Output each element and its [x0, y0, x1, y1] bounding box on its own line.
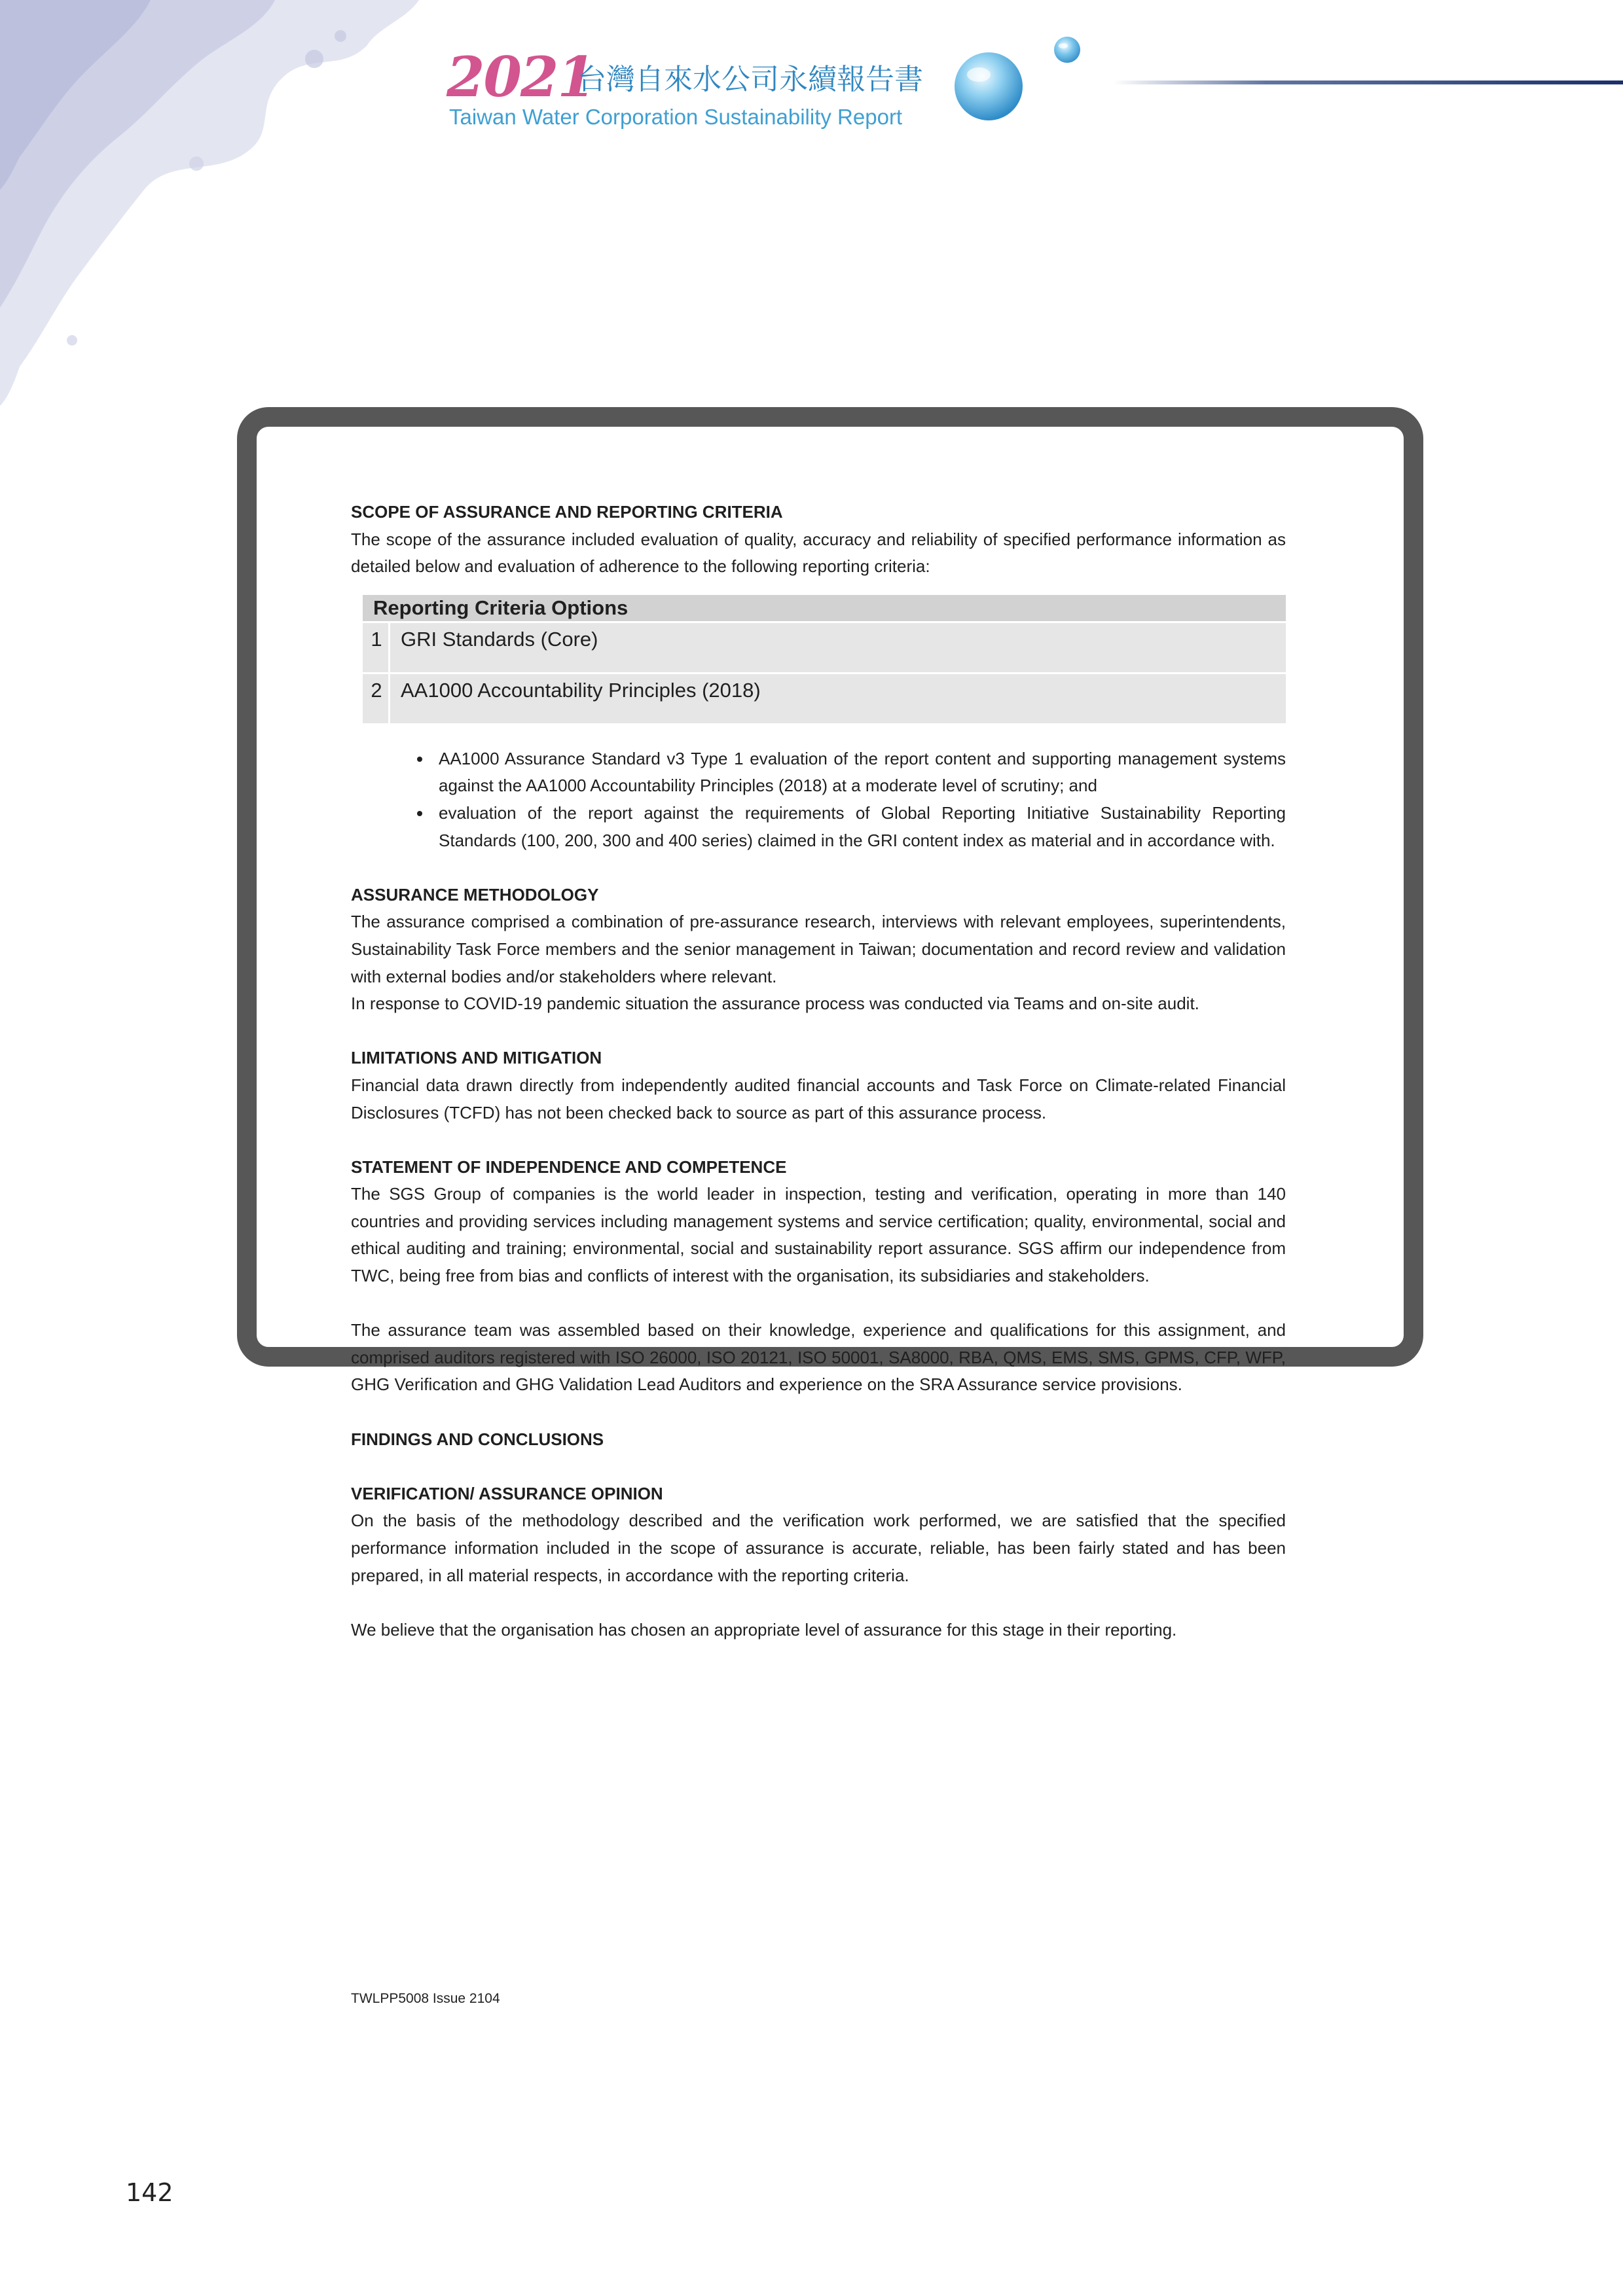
list-item: • evaluation of the report against the requirements of Global Reporting Initiative Sustainability Reporting Standards (100, 200, 300 and 400 series) claimed in the GRI content index as material and in accordance with.: [432, 800, 1286, 854]
methodology-body: The assurance comprised a combination of pre-assurance research, interviews with relevant employees, superintendents, Sustainability Task Force members and the senior management in Taiwan; documentation and record review and validation with external bodies and/or stakeholders where relevant.: [351, 912, 1286, 986]
criteria-name: AA1000 Accountability Principles (2018): [390, 672, 1286, 723]
findings-heading: FINDINGS AND CONCLUSIONS: [351, 1429, 604, 1449]
criteria-table-header: Reporting Criteria Options: [363, 595, 1286, 621]
header-rule: [1113, 79, 1623, 86]
report-header: [447, 46, 944, 137]
table-row: [363, 621, 1286, 672]
criteria-number: 1: [363, 621, 390, 672]
report-title-english: Taiwan Water Corporation Sustainability Report: [449, 105, 903, 129]
list-item: • AA1000 Assurance Standard v3 Type 1 evaluation of the report content and supporting management systems against the AA1000 Accountability Principles (2018) at a moderate level of scrutiny; and: [432, 745, 1286, 800]
independence-body: The SGS Group of companies is the world leader in inspection, testing and verification, operating in more than 140 countries and providing services including management systems and service certification; quality, environmental, social and ethical auditing and training; environmental, social and sustainability report assurance. SGS affirm our independence from TWC, being free from bias and conflicts of interest with the organisation, its subsidiaries and stakeholders.: [351, 1184, 1286, 1286]
methodology-heading: ASSURANCE METHODOLOGY: [351, 884, 599, 905]
assurance-scope-list: [351, 745, 1286, 854]
water-bubbles-decoration: [943, 26, 1100, 131]
opinion-closing: We believe that the organisation has chosen an appropriate level of assurance for this stage in their reporting.: [351, 1619, 1177, 1640]
reporting-criteria-table: [363, 595, 1286, 723]
methodology-covid-note: In response to COVID-19 pandemic situation the assurance process was conducted via Teams and on-site audit.: [351, 994, 1199, 1014]
document-code: TWLPP5008 Issue 2104: [351, 1991, 500, 2006]
report-title-chinese: 台灣自來水公司永續報告書: [577, 63, 923, 96]
criteria-name: GRI Standards (Core): [390, 621, 1286, 672]
table-row: [363, 672, 1286, 723]
report-year: 2021: [447, 45, 594, 109]
scope-body: The scope of the assurance included evaluation of quality, accuracy and reliability of specified performance information as detailed below and evaluation of adherence to the following reporting criteria:: [351, 529, 1286, 577]
assurance-statement: [351, 499, 1286, 1643]
opinion-heading: VERIFICATION/ ASSURANCE OPINION: [351, 1483, 663, 1503]
team-competence-body: The assurance team was assembled based on their knowledge, experience and qualifications for this assignment, and comprised auditors registered with ISO 26000, ISO 20121, ISO 50001, SA8000, RBA, QMS, EMS, SMS, GPMS, CFP, WFP, GHG Verification and GHG Validation Lead Auditors and experience on the SRA Assurance service provisions.: [351, 1320, 1286, 1395]
opinion-body: On the basis of the methodology described and the verification work performed, we are satisfied that the specified performance information included in the scope of assurance is accurate, reliable, has been fairly stated and has been prepared, in all material respects, in accordance with the reporting criteria.: [351, 1511, 1286, 1585]
watercolor-decoration: [0, 0, 458, 419]
limitations-heading: LIMITATIONS AND MITIGATION: [351, 1048, 602, 1068]
limitations-body: Financial data drawn directly from independently audited financial accounts and Task Force on Climate-related Financial Disclosures (TCFD) has not been checked back to source as part of this assurance process.: [351, 1075, 1286, 1122]
scope-heading: SCOPE OF ASSURANCE AND REPORTING CRITERIA: [351, 502, 783, 522]
independence-heading: STATEMENT OF INDEPENDENCE AND COMPETENCE: [351, 1157, 787, 1177]
criteria-number: 2: [363, 672, 390, 723]
page-number: 142: [126, 2178, 173, 2207]
